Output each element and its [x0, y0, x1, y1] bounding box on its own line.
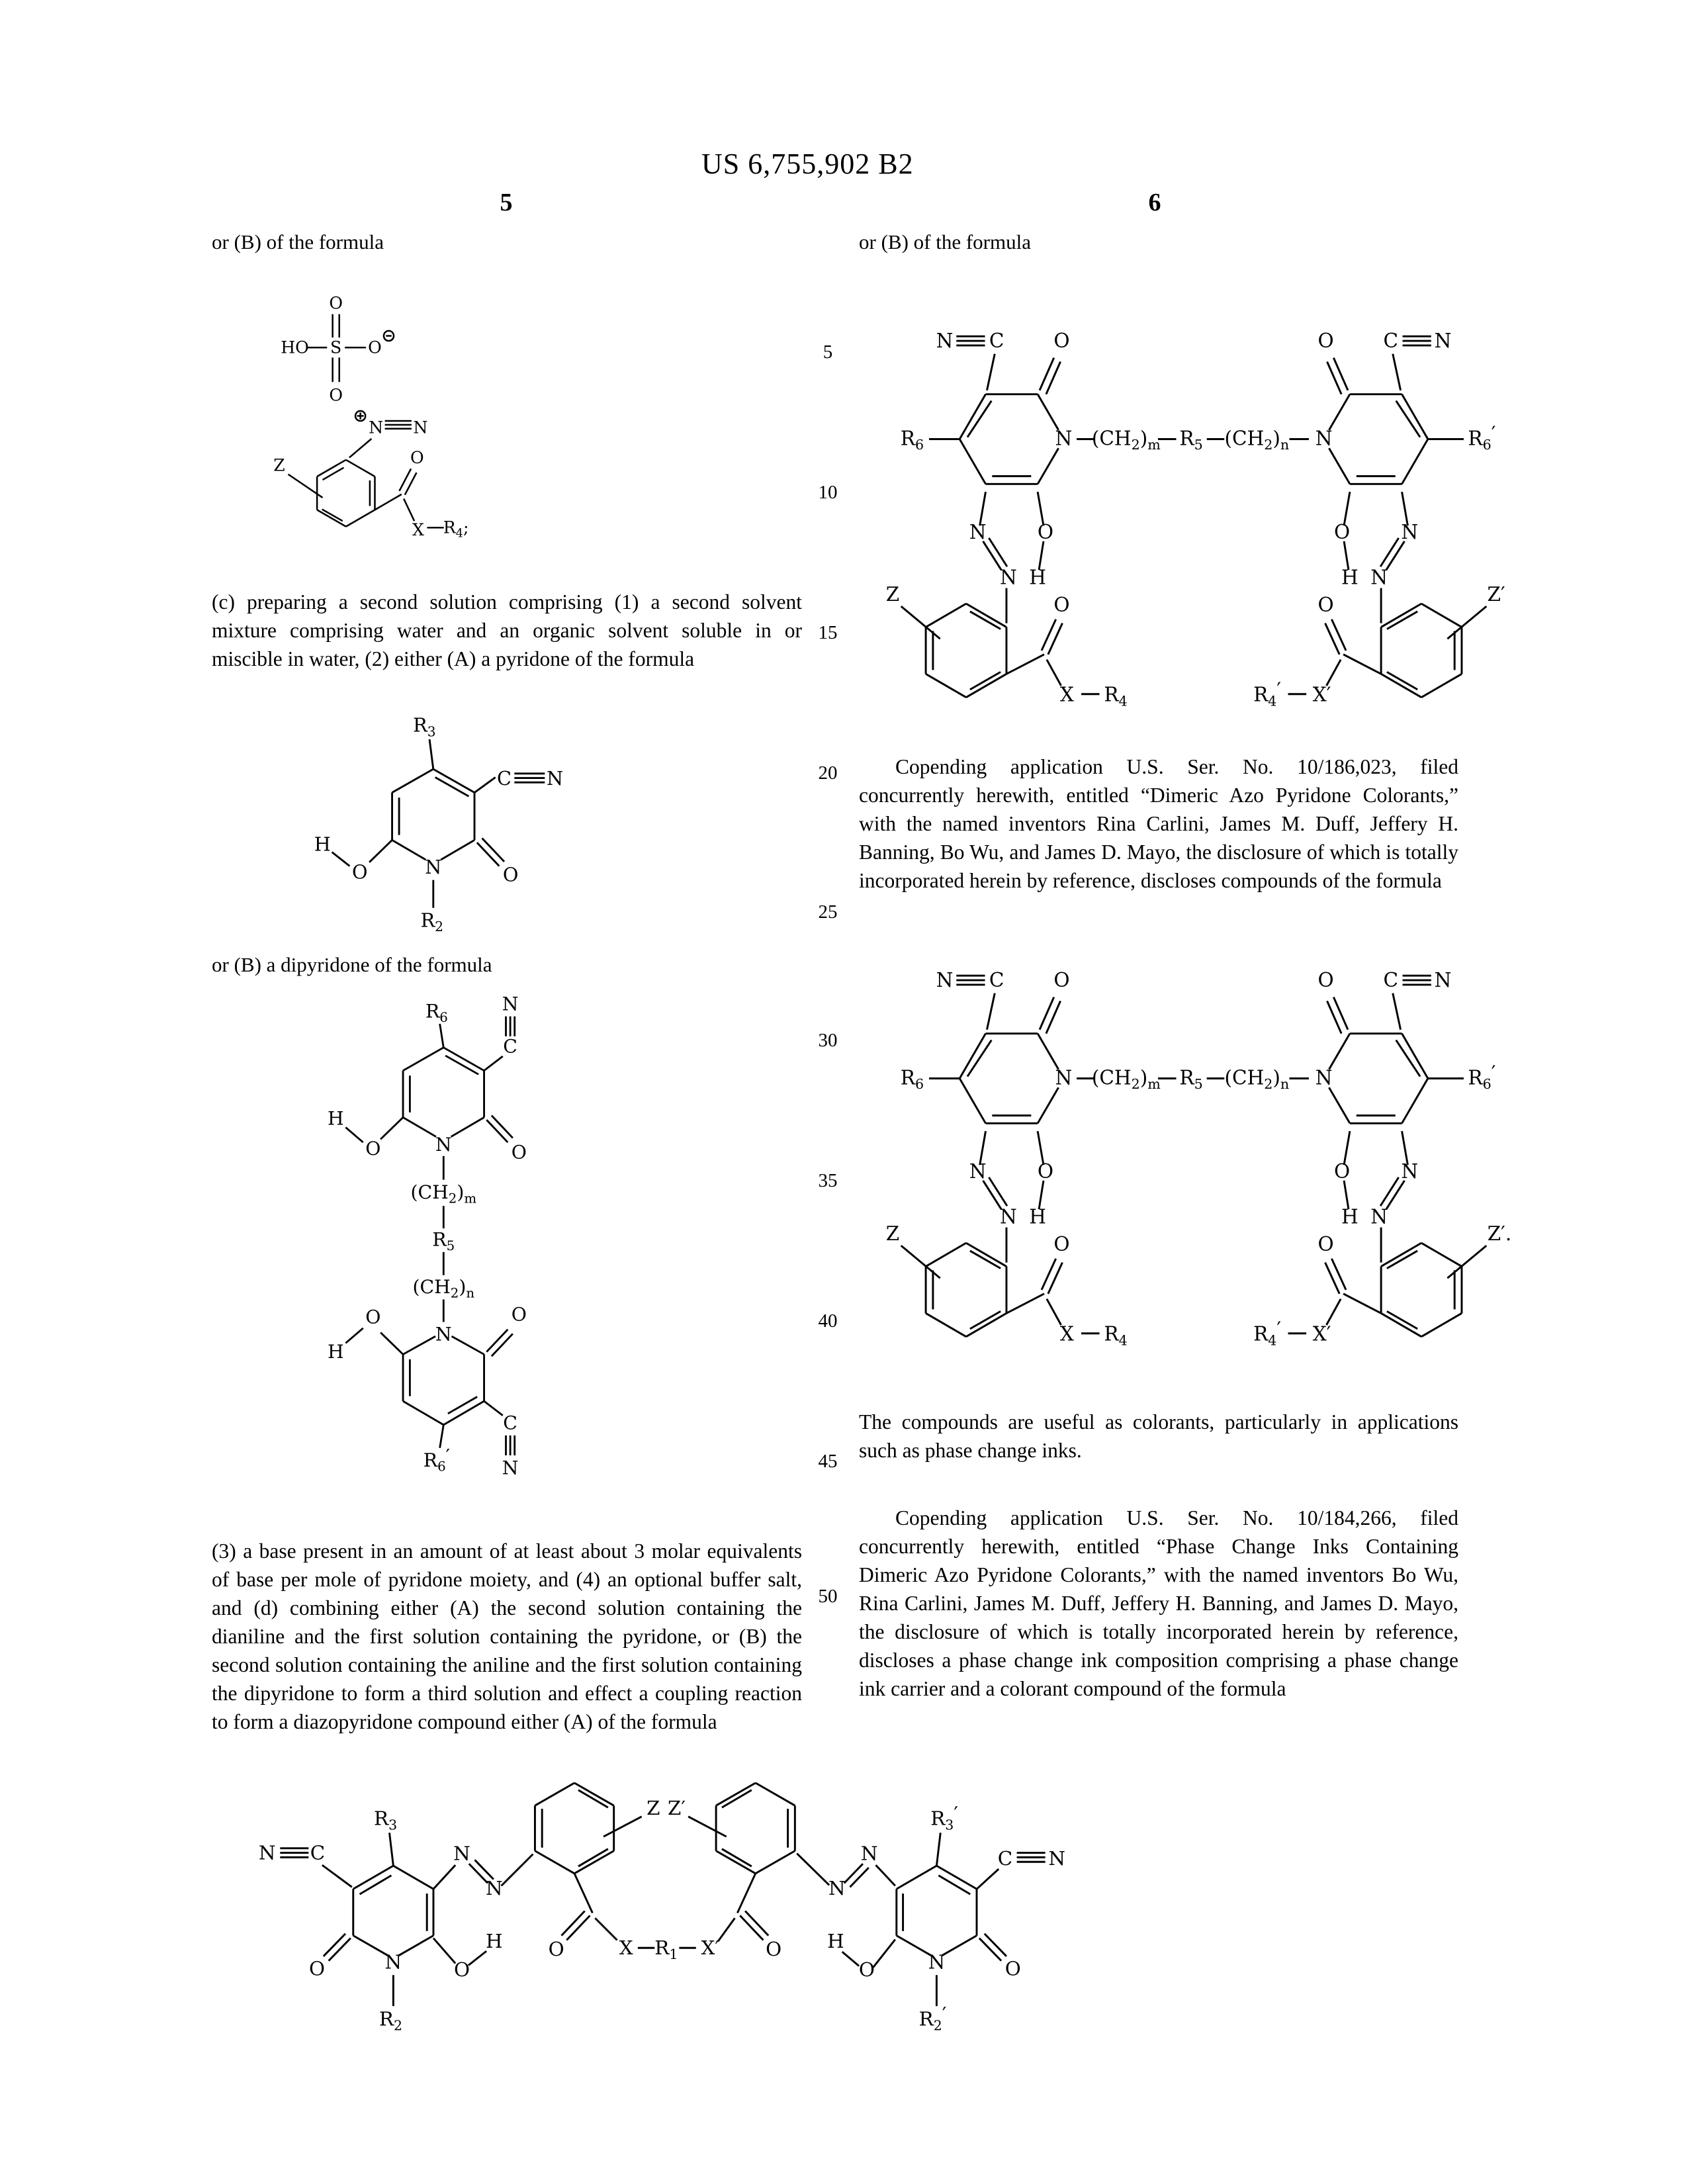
- atom-oxygen-keto: O: [309, 1957, 326, 1980]
- substituent-R6-prime: $R_6'$: [423, 1445, 451, 1475]
- atom-oxygen-keto: O: [1317, 968, 1334, 991]
- line-number: 50: [818, 1586, 838, 1607]
- line-number: 25: [818, 901, 838, 923]
- linker-CH2n: $(CH_2)_n$: [1224, 1066, 1290, 1093]
- line-number: 15: [818, 622, 838, 643]
- atom-hydrogen: H: [1341, 1205, 1359, 1228]
- atom-oxygen-enol: O: [453, 1958, 470, 1981]
- substituent-R6: $R_6$: [900, 427, 924, 453]
- atom-oxygen-keto: O: [1004, 1957, 1021, 1980]
- substituent-X: X: [412, 520, 424, 540]
- structure-dimeric-azo-pyridone: [852, 306, 1613, 715]
- substituent-R1: $R_1$: [654, 1936, 678, 1962]
- atom-hydrogen: H: [1029, 1205, 1046, 1228]
- atom-nitrogen-nitrile: N: [1048, 1847, 1066, 1870]
- atom-nitrogen-ring: N: [1315, 427, 1333, 450]
- atom-nitrogen-azo: N: [1000, 1205, 1017, 1228]
- atom-oxygen: O: [329, 293, 343, 313]
- atom-nitrogen-azo: N: [453, 1842, 470, 1865]
- atom-nitrogen-nitrile: N: [502, 1457, 519, 1479]
- column-number-right: 6: [1148, 189, 1161, 216]
- linker-CH2m: $(CH_2)_m$: [410, 1181, 477, 1206]
- structure-diazonium-sulfate: [251, 282, 529, 560]
- atom-oxygen-carbonyl: O: [410, 447, 424, 467]
- substituent-R2: $R_2$: [420, 909, 444, 935]
- column-number-left: 5: [500, 189, 513, 216]
- substituent-R3: $R_3$: [413, 713, 436, 740]
- dipyridone-intro-text: or (B) a dipyridone of the formula: [212, 953, 492, 976]
- substituent-X-prime: X′: [701, 1936, 720, 1960]
- bonds: [901, 976, 1487, 1337]
- linker-R5: $R_5$: [1179, 1066, 1203, 1093]
- linker-CH2n: $(CH_2)_n$: [1224, 427, 1290, 453]
- atom-hydrogen: H: [314, 833, 331, 856]
- atom-nitrogen-azo: N: [1370, 1205, 1388, 1228]
- line-number: 10: [818, 482, 838, 503]
- atom-nitrogen-nitrile: N: [502, 993, 519, 1015]
- atom-nitrogen-azo: N: [486, 1877, 503, 1900]
- atom-carbon-nitrile: C: [310, 1841, 326, 1864]
- atom-nitrogen-azo: N: [1401, 520, 1419, 543]
- structure-dipyridone: [285, 991, 609, 1484]
- substituent-R4: $R_4$: [1104, 1322, 1128, 1349]
- structure-pyridone: [281, 696, 579, 935]
- atom-nitrogen-azo: N: [1401, 1160, 1419, 1183]
- atom-oxygen-keto: O: [511, 1141, 527, 1163]
- atom-oxygen-keto: O: [502, 863, 519, 886]
- line-number: 30: [818, 1030, 838, 1051]
- page-title: US 6,755,902 B2: [701, 148, 914, 180]
- bonds: [345, 1017, 514, 1455]
- atom-nitrogen-diazonium: N: [369, 418, 384, 437]
- atom-oxygen-enol: O: [365, 1306, 381, 1328]
- substituent-R6-prime: $R_6'$: [1468, 422, 1496, 453]
- substituent-X: X: [1059, 1322, 1074, 1345]
- atom-nitrogen-ring: N: [1055, 427, 1073, 450]
- atom-oxygen-carbonyl: O: [1317, 1232, 1334, 1255]
- atom-oxygen-carbonyl: O: [548, 1937, 564, 1960]
- paragraph-copending-2: Copending application U.S. Ser. No. 10/184,266, filed concurrently herewith, entitled “Phase Change Inks Containing Dimeric Azo Pyridone Colorants,” with the named inventors Bo Wu, Rina Carlini, James M. Duff, Jeffery H. Banning, and James D. Mayo, the disclosure of which is totally incorporated herein by reference, discloses a phase change ink composition comprising a phase change ink carrier and a colorant compound of the formula: [859, 1506, 1458, 1700]
- bonds: [901, 336, 1487, 698]
- line-number: 40: [818, 1310, 838, 1332]
- atom-nitrogen-nitrile: N: [936, 968, 954, 991]
- substituent-R4-prime: $R_4'$: [1253, 1318, 1282, 1349]
- atom-carbon-nitrile: C: [989, 968, 1004, 991]
- atom-oxygen-keto: O: [1317, 329, 1334, 352]
- line-number: 45: [818, 1451, 838, 1472]
- atom-nitrogen-nitrile: N: [547, 767, 564, 790]
- line-number: 5: [823, 341, 833, 363]
- substituent-R4-prime: $R_4'$: [1253, 678, 1282, 709]
- structure-colorant-compound: [232, 1754, 1092, 2058]
- linker-R5: $R_5$: [1179, 427, 1203, 453]
- paragraph-3: (3) a base present in an amount of at least about 3 molar equivalents of base per mole of pyridone moiety, and (4) an optional buffer salt, and (d) combining either (A) the second solution containing the dianiline and the first solution containing the pyridone, or (B) the second solution containing the aniline and the first solution containing the dipyridone to form a third solution and effect a coupling reaction to form a diazopyridone compound either (A) of the formula: [212, 1539, 802, 1733]
- atom-sulfur: S: [330, 338, 342, 357]
- atom-nitrogen-nitrile: N: [936, 329, 954, 352]
- substituent-Z-prime: Z′: [667, 1796, 686, 1819]
- substituent-R2: $R_2$: [379, 2007, 403, 2034]
- atom-nitrogen-ring: N: [1055, 1066, 1073, 1089]
- substituent-Z: Z: [646, 1796, 660, 1819]
- atom-oxygen-keto: O: [1053, 968, 1070, 991]
- line-number: 20: [818, 762, 838, 784]
- atom-nitrogen-azo: N: [860, 1842, 878, 1865]
- substituent-Z-prime: Z′: [1487, 583, 1505, 606]
- substituent-Z: Z: [885, 1222, 900, 1246]
- atom-nitrogen-nitrile: N: [1434, 968, 1452, 991]
- atom-oxygen-carbonyl: O: [1053, 1232, 1070, 1255]
- paragraph-c: (c) preparing a second solution comprising (1) a second solvent mixture comprising water and an organic solvent soluble in or miscible in water, (2) either (A) a pyridone of the formula: [212, 590, 802, 670]
- linker-CH2m: $(CH_2)_m$: [1091, 1066, 1161, 1093]
- atom-carbon-nitrile: C: [1383, 968, 1399, 991]
- atom-oxygen-carbonyl: O: [766, 1937, 782, 1960]
- atom-oxygen-anion: O: [368, 338, 382, 357]
- substituent-Z: Z: [273, 455, 285, 475]
- atom-oxygen-enol: O: [858, 1958, 875, 1981]
- atom-nitrogen-azo: N: [1370, 566, 1388, 589]
- substituent-R3-prime: $R_3'$: [930, 1802, 959, 1833]
- atom-nitrogen-ring: N: [435, 1134, 452, 1156]
- atom-hydrogen: H: [327, 1107, 344, 1130]
- substituent-X-prime: X′: [1312, 683, 1331, 706]
- substituent-X-prime: X′: [1312, 1322, 1331, 1345]
- line-number: 35: [818, 1170, 838, 1191]
- substituent-Z-prime: Z′.: [1487, 1222, 1512, 1246]
- atom-oxygen: O: [329, 385, 343, 405]
- paragraph-copending-1: Copending application U.S. Ser. No. 10/186,023, filed concurrently herewith, entitled “Dimeric Azo Pyridone Colorants,” with the named inventors Rina Carlini, James M. Duff, Jeffery H. Banning, Bo Wu, and James D. Mayo, the disclosure of which is totally incorporated herein by reference, discloses compounds of the formula: [859, 754, 1458, 892]
- atom-hydrogen: H: [327, 1341, 344, 1363]
- substituent-R2-prime: $R_2'$: [918, 2003, 947, 2034]
- atom-carbon-nitrile: C: [503, 1035, 517, 1058]
- substituent-R3: $R_3$: [374, 1807, 398, 1833]
- atom-nitrogen-azo: N: [969, 520, 987, 543]
- atom-nitrogen-azo: N: [1000, 566, 1017, 589]
- atom-nitrogen-ring: N: [384, 1950, 402, 1974]
- atom-nitrogen-azo: N: [828, 1877, 846, 1900]
- atom-nitrogen-nitrile: N: [258, 1841, 276, 1864]
- atom-oxygen-keto: O: [511, 1303, 527, 1326]
- atom-oxygen-enol: O: [1037, 1160, 1054, 1183]
- atom-hydrogen: H: [1341, 566, 1359, 589]
- atom-oxygen-carbonyl: O: [1317, 593, 1334, 616]
- atom-nitrogen-ring: N: [435, 1323, 452, 1345]
- atom-hydrogen: H: [1029, 566, 1046, 589]
- substituent-X: X: [1059, 683, 1074, 706]
- linker-R5: $R_5$: [432, 1228, 455, 1254]
- atom-oxygen-enol: O: [1334, 520, 1351, 543]
- atom-nitrogen-ring: N: [928, 1950, 946, 1974]
- atom-nitrogen-diazonium: N: [413, 418, 428, 437]
- atom-nitrogen-ring: N: [1315, 1066, 1333, 1089]
- substituent-R4: $R_4$: [1104, 683, 1128, 709]
- atom-oxygen-carbonyl: O: [1053, 593, 1070, 616]
- substituent-R6-prime: $R_6'$: [1468, 1062, 1496, 1093]
- left-intro-text: or (B) of the formula: [212, 230, 384, 253]
- atom-carbon-nitrile: C: [989, 329, 1004, 352]
- linker-CH2m: $(CH_2)_m$: [1091, 427, 1161, 453]
- atom-hydrogen: H: [827, 1930, 844, 1953]
- atom-oxygen-enol: O: [351, 860, 368, 884]
- atom-hydroxyl: HO: [281, 338, 309, 357]
- atom-hydrogen: H: [486, 1930, 503, 1953]
- atom-carbon-nitrile: C: [997, 1847, 1013, 1870]
- substituent-Z: Z: [885, 583, 900, 606]
- atom-oxygen-enol: O: [1334, 1160, 1351, 1183]
- substituent-R6: $R_6$: [900, 1066, 924, 1093]
- atom-carbon-nitrile: C: [497, 767, 512, 790]
- right-intro-text: or (B) of the formula: [859, 230, 1031, 253]
- structure-dimeric-azo-pyridone-2: [852, 945, 1613, 1355]
- atom-oxygen-keto: O: [1053, 329, 1070, 352]
- atom-oxygen-enol: O: [1037, 520, 1054, 543]
- atom-nitrogen-nitrile: N: [1434, 329, 1452, 352]
- substituent-X: X: [619, 1936, 633, 1960]
- atom-carbon-nitrile: C: [1383, 329, 1399, 352]
- atom-oxygen-enol: O: [365, 1137, 381, 1160]
- paragraph-useful: The compounds are useful as colorants, particularly in applications such as phase change inks.: [859, 1410, 1458, 1462]
- substituent-R6: $R_6$: [425, 1000, 448, 1026]
- linker-CH2n: $(CH_2)_n$: [412, 1276, 475, 1301]
- atom-carbon-nitrile: C: [503, 1412, 517, 1434]
- atom-nitrogen-ring: N: [425, 856, 442, 879]
- atom-nitrogen-azo: N: [969, 1160, 987, 1183]
- substituent-R4: $R_4$;: [443, 518, 469, 541]
